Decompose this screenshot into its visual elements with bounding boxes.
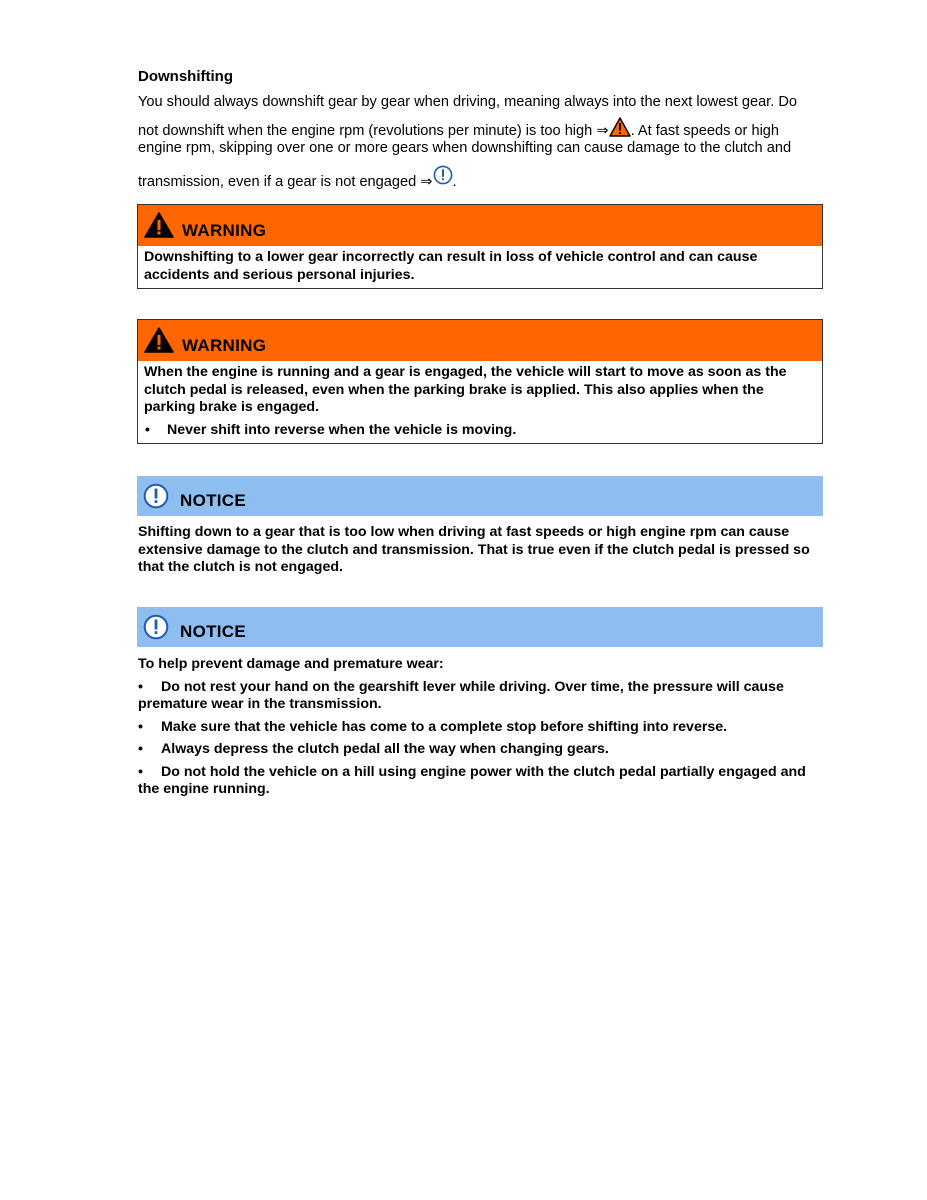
- list-item-text: Never shift into reverse when the vehicle is moving.: [167, 421, 517, 438]
- bullet-marker: •: [138, 741, 143, 757]
- list-item-text: Do not hold the vehicle on a hill using engine power with the clutch pedal partially engaged and the engine running.: [138, 763, 806, 797]
- notice-list: [138, 656, 828, 799]
- list-item: [144, 422, 816, 440]
- bullet-marker: •: [145, 421, 150, 438]
- intro-line-1: You should always downshift gear by gear when driving, meaning always into the next lowest gear. Do: [138, 94, 797, 110]
- warning-text: When the engine is running and a gear is engaged, the vehicle will start to move as soon as the clutch pedal is released, even when the parking brake is applied. This also applies when the parking brake is engaged.: [144, 364, 787, 415]
- intro-line-4-text: transmission, even if a gear is not engaged ⇒: [138, 174, 433, 190]
- bullet-marker: •: [138, 763, 143, 780]
- list-item-text: Do not rest your hand on the gearshift lever while driving. Over time, the pressure will cause premature wear in the transmission.: [138, 678, 784, 712]
- warning-header: [138, 205, 822, 246]
- notice-title: NOTICE: [180, 622, 247, 641]
- warning-box-1: [137, 204, 823, 289]
- bullet-marker: •: [138, 678, 143, 695]
- warning-triangle-icon: [144, 327, 174, 353]
- intro-line-2-tail: . At fast speeds or high: [630, 123, 780, 139]
- list-item: [138, 741, 828, 759]
- intro-paragraph: [138, 94, 828, 191]
- notice-exclamation-circle-icon[interactable]: [433, 165, 453, 185]
- notice-title: NOTICE: [180, 491, 247, 510]
- list-item-text: Always depress the clutch pedal all the way when changing gears.: [161, 741, 609, 757]
- warning-triangle-icon: [144, 212, 174, 238]
- warning-triangle-icon[interactable]: [609, 117, 631, 137]
- warning-box-2: [137, 319, 823, 444]
- list-item: [138, 679, 828, 714]
- notice-lead: To help prevent damage and premature wear:: [138, 656, 444, 672]
- warning-text: Downshifting to a lower gear incorrectly can result in loss of vehicle control and can cause accidents and serious personal injuries.: [144, 249, 758, 283]
- notice-exclamation-circle-icon: [143, 483, 169, 509]
- intro-line-4-tail: .: [452, 174, 457, 190]
- warning-header: [138, 320, 822, 361]
- warning-title: WARNING: [182, 221, 267, 240]
- notice-exclamation-circle-icon: [143, 614, 169, 640]
- notice-header-1: [137, 476, 823, 516]
- warning-body: [138, 361, 822, 443]
- notice-header-2: [137, 607, 823, 647]
- list-item-text: Make sure that the vehicle has come to a complete stop before shifting into reverse.: [161, 718, 728, 735]
- notice-text: Shifting down to a gear that is too low when driving at fast speeds or high engine rpm can cause extensive damage to the clutch and transmission. That is true even if the clutch pedal is pressed so that the clutch is not engaged.: [138, 524, 810, 575]
- warning-title: WARNING: [182, 336, 267, 355]
- list-item: [138, 719, 828, 737]
- intro-line-4: [138, 165, 828, 191]
- intro-line-2: [138, 117, 828, 140]
- section-heading: Downshifting: [138, 68, 233, 85]
- intro-line-3: engine rpm, skipping over one or more gears when downshifting can cause damage to the clutch and: [138, 140, 792, 156]
- bullet-marker: •: [138, 718, 143, 735]
- intro-line-2-text: not downshift when the engine rpm (revolutions per minute) is too high ⇒: [138, 123, 609, 139]
- list-item: [138, 764, 828, 799]
